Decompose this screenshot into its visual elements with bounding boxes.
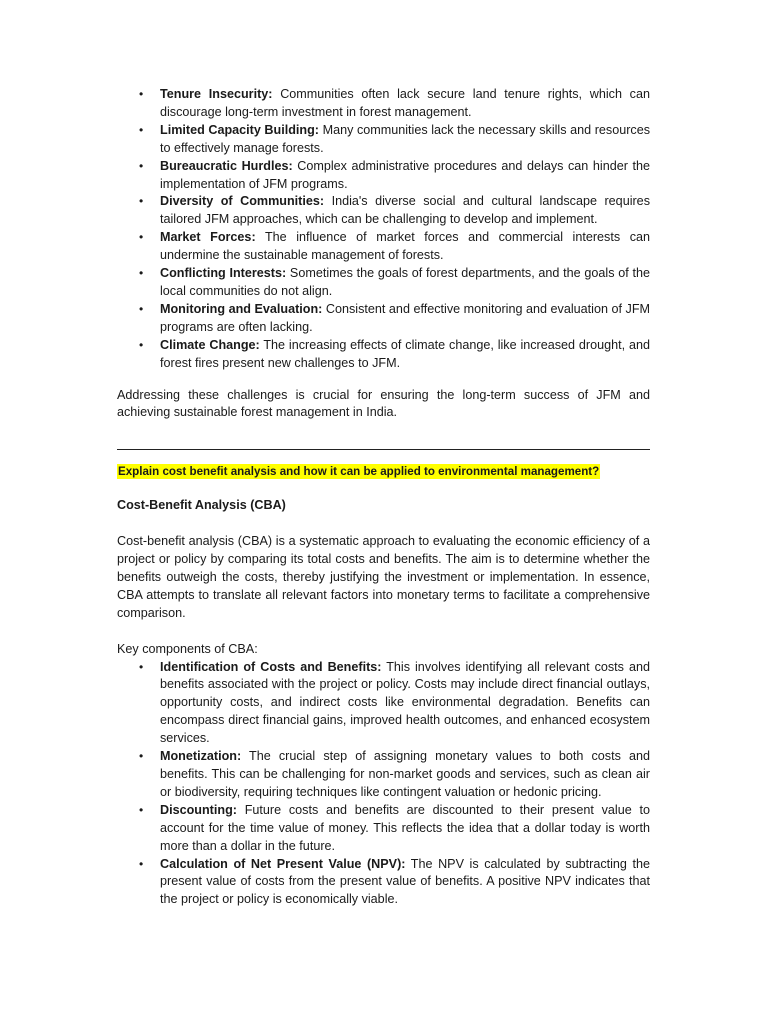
list-item: [117, 301, 650, 337]
bullet-icon: •: [139, 194, 144, 209]
list-item: [117, 122, 650, 158]
conclusion-paragraph: Addressing these challenges is crucial for ensuring the long-term success of JFM and achieving sustainable forest management in India.: [117, 387, 650, 420]
bullet-icon: •: [139, 158, 144, 173]
bullet-icon: •: [139, 122, 144, 137]
bullet-icon: •: [139, 802, 144, 817]
list-item: [117, 802, 650, 856]
bullet-icon: •: [139, 87, 144, 101]
list-item: [117, 193, 650, 229]
list-item-text: The increasing effects of climate change, like increased drought, and forest fires present new challenges to JFM.: [160, 337, 650, 370]
bullet-icon: •: [139, 230, 144, 245]
list-item-term: Market Forces:: [160, 230, 256, 245]
list-item-term: Conflicting Interests:: [160, 266, 287, 281]
bullet-icon: •: [139, 301, 144, 316]
list-item-text: Complex administrative procedures and delays can hinder the implementation of JFM programs.: [160, 158, 650, 191]
list-item: [117, 158, 650, 194]
list-item: [117, 659, 650, 749]
list-item-term: Discounting:: [160, 802, 237, 817]
document-page: [117, 86, 650, 909]
list-item-text: Consistent and effective monitoring and evaluation of JFM programs are often lacking.: [160, 301, 651, 334]
list-item-term: Bureaucratic Hurdles:: [160, 158, 293, 173]
list-item-term: Monetization:: [160, 749, 242, 764]
list-item-text: Many communities lack the necessary skills and resources to effectively manage forests.: [160, 122, 650, 155]
cba-intro-paragraph: Cost-benefit analysis (CBA) is a systematic approach to evaluating the economic efficiency of a project or policy by comparing its total costs and benefits. The aim is to determine whether the benefits outweigh the costs, thereby justifying the investment or implementation. In essence, CBA attempts to translate all relevant factors into monetary terms to facilitate a comprehensive comparison.: [117, 534, 650, 620]
list-item-text: Sometimes the goals of forest departments, and the goals of the local communities do not align.: [160, 266, 650, 298]
list-item: [117, 265, 650, 301]
list-item-term: Climate Change:: [160, 337, 260, 352]
list-item-text: India's diverse social and cultural landscape requires tailored JFM approaches, which can be challenging to develop and implement.: [160, 194, 650, 227]
list-item: [117, 856, 650, 910]
list-item-term: Monitoring and Evaluation:: [160, 301, 323, 316]
bullet-icon: •: [139, 749, 144, 764]
list-item-term: Calculation of Net Present Value (NPV):: [160, 856, 406, 871]
challenges-list: [117, 86, 650, 373]
list-item-text: The NPV is calculated by subtracting the present value of costs from the present value of benefits. A positive NPV indicates that the project or policy is economically viable.: [160, 856, 651, 907]
list-item-text: The crucial step of assigning monetary values to both costs and benefits. This can be challenging for non-market goods and services, such as clean air or biodiversity, requiring techniques like contingent valuation or hedonic pricing.: [160, 749, 650, 799]
bullet-icon: •: [139, 856, 144, 871]
list-item: [117, 748, 650, 802]
bullet-icon: •: [139, 337, 144, 352]
list-item-term: Identification of Costs and Benefits:: [160, 659, 382, 674]
components-intro: Key components of CBA:: [117, 641, 258, 656]
components-list: [117, 659, 650, 910]
list-item: [117, 229, 650, 265]
highlighted-question: Explain cost benefit analysis and how it can be applied to environmental management?: [118, 465, 600, 479]
list-item: [117, 86, 650, 122]
list-item-text: This involves identifying all relevant costs and benefits associated with the project or policy. Costs may include direct financial outlays, opportunity costs, and indirect costs like environmental degradation. Benefits can encompass direct financial gains, improved health outcomes, and enhanced ecosystem services.: [160, 659, 650, 746]
list-item-text: Future costs and benefits are discounted to their present value to account for the time value of money. This reflects the idea that a dollar today is worth more than a dollar in the future.: [160, 802, 650, 853]
section-heading: Cost-Benefit Analysis (CBA): [117, 498, 286, 513]
bullet-icon: •: [139, 659, 144, 674]
list-item-term: Tenure Insecurity:: [160, 87, 273, 101]
list-item-text: The influence of market forces and commercial interests can undermine the sustainable management of forests.: [160, 230, 650, 263]
list-item-text: Communities often lack secure land tenure rights, which can discourage long-term investment in forest management.: [160, 87, 650, 119]
section-divider: [117, 449, 650, 450]
bullet-icon: •: [139, 266, 144, 281]
list-item-term: Diversity of Communities:: [160, 194, 325, 209]
list-item-term: Limited Capacity Building:: [160, 122, 319, 137]
list-item: [117, 337, 650, 373]
